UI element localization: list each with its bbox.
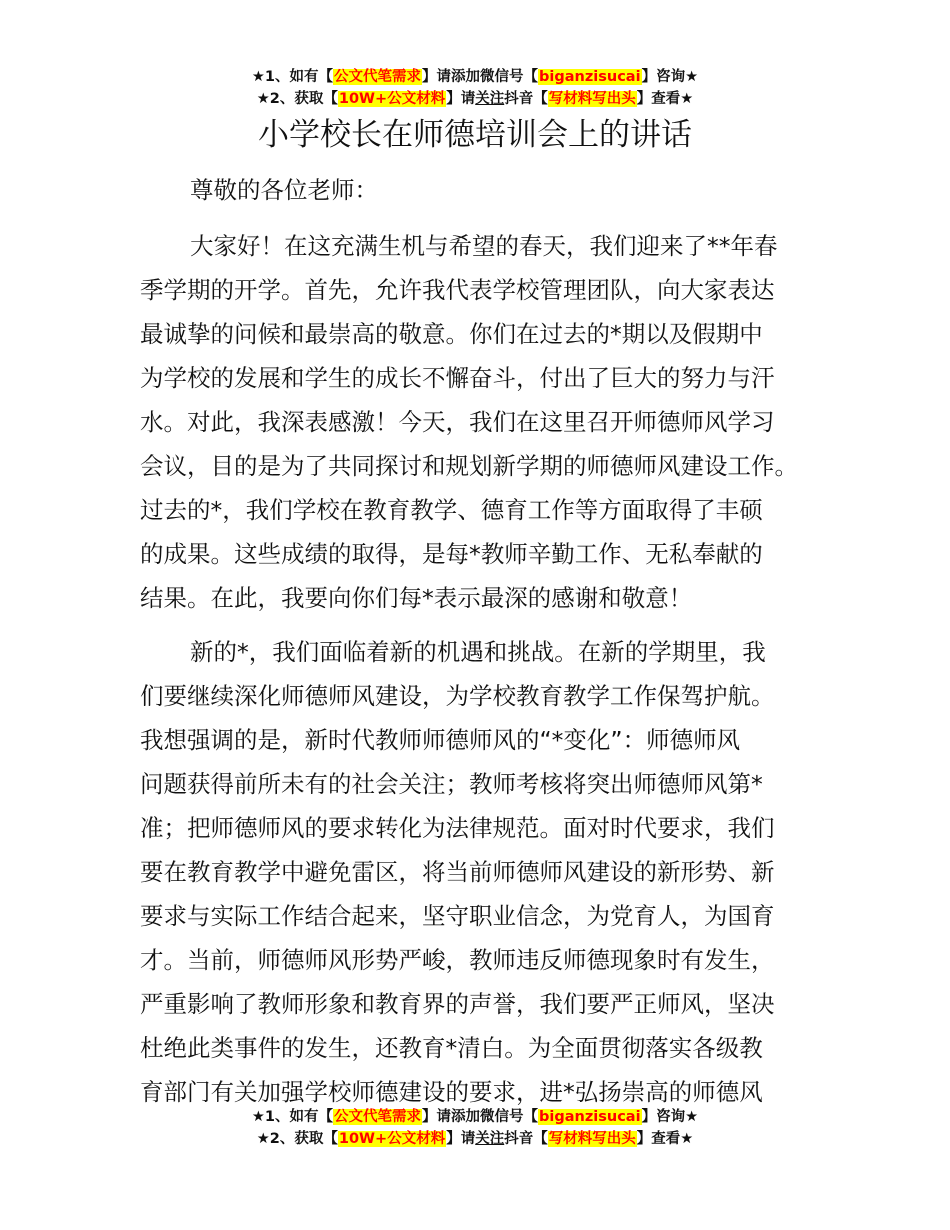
paragraph-line: 要求与实际工作结合起来，坚守职业信念，为党育人，为国育 xyxy=(140,902,775,930)
paragraph-line: 要在教育教学中避免雷区，将当前师德师风建设的新形势、新 xyxy=(140,858,775,886)
header-ad-line-1 xyxy=(0,66,950,88)
footer-ad-highlight-materials: 10W+公文材料 xyxy=(338,1131,446,1147)
header-ad-line-2-prefix: ★2、获取【 xyxy=(256,91,338,107)
footer-ad-line-2-suffix: 】查看★ xyxy=(636,1131,694,1147)
header-ad-highlight-wechat-id: biganzisucai xyxy=(539,69,641,85)
paragraph-line: 杜绝此类事件的发生，还教育*清白。为全面贯彻落实各级教 xyxy=(140,1034,763,1062)
document-body xyxy=(140,168,815,1124)
salutation: 尊敬的各位老师： xyxy=(190,176,378,204)
footer-ad-highlight-douyin: 写材料写出头 xyxy=(548,1131,636,1147)
paragraph-1 xyxy=(140,224,815,620)
footer-ad-line-2-prefix: ★2、获取【 xyxy=(256,1131,338,1147)
header-ad-highlight-douyin: 写材料写出头 xyxy=(548,91,636,107)
footer-ad-highlight-service: 公文代笔需求 xyxy=(334,1109,422,1125)
paragraph-line: 季学期的开学。首先，允许我代表学校管理团队，向大家表达 xyxy=(140,276,775,304)
paragraph-line: 为学校的发展和学生的成长不懈奋斗，付出了巨大的努力与汗 xyxy=(140,364,775,392)
header-ad-line-2-mid-b: 抖音【 xyxy=(504,91,548,107)
footer-ad xyxy=(0,1106,950,1150)
footer-ad-line-2-follow: 关注 xyxy=(475,1131,505,1147)
paragraph-line: 水。对此，我深表感激！今天，我们在这里召开师德师风学习 xyxy=(140,408,775,436)
footer-ad-highlight-wechat-id: biganzisucai xyxy=(539,1109,641,1125)
footer-ad-line-2-mid-b: 抖音【 xyxy=(504,1131,548,1147)
paragraph-line: 大家好！在这充满生机与希望的春天，我们迎来了**年春 xyxy=(190,232,778,260)
paragraph-line: 们要继续深化师德师风建设，为学校教育教学工作保驾护航。 xyxy=(140,682,775,710)
paragraph-line: 才。当前，师德师风形势严峻，教师违反师德现象时有发生， xyxy=(140,946,775,974)
header-ad xyxy=(0,66,950,110)
header-ad-line-1-prefix: ★1、如有【 xyxy=(251,69,334,85)
document-title: 小学校长在师德培训会上的讲话 xyxy=(258,117,692,153)
footer-ad-line-1-mid: 】请添加微信号【 xyxy=(422,1109,539,1125)
footer-ad-line-1-prefix: ★1、如有【 xyxy=(251,1109,334,1125)
header-ad-highlight-service: 公文代笔需求 xyxy=(334,69,422,85)
paragraph-line: 结果。在此，我要向你们每*表示最深的感谢和敬意！ xyxy=(140,584,693,612)
paragraph-line: 问题获得前所未有的社会关注；教师考核将突出师德师风第* xyxy=(140,770,763,798)
paragraph-2 xyxy=(140,630,815,1114)
paragraph-line: 育部门有关加强学校师德建设的要求，进*弘扬崇高的师德风 xyxy=(140,1078,763,1106)
footer-ad-line-1 xyxy=(0,1106,950,1128)
paragraph-line: 会议，目的是为了共同探讨和规划新学期的师德师风建设工作。 xyxy=(140,452,798,480)
footer-ad-line-2 xyxy=(0,1128,950,1150)
header-ad-line-1-mid: 】请添加微信号【 xyxy=(422,69,539,85)
paragraph-line: 最诚挚的问候和最崇高的敬意。你们在过去的*期以及假期中 xyxy=(140,320,763,348)
header-ad-line-2 xyxy=(0,88,950,110)
paragraph-line: 的成果。这些成绩的取得，是每*教师辛勤工作、无私奉献的 xyxy=(140,540,763,568)
footer-ad-line-2-mid-a: 】请 xyxy=(446,1131,476,1147)
header-ad-line-2-suffix: 】查看★ xyxy=(636,91,694,107)
paragraph-line: 过去的*，我们学校在教育教学、德育工作等方面取得了丰硕 xyxy=(140,496,763,524)
header-ad-line-2-follow: 关注 xyxy=(475,91,505,107)
header-ad-line-2-mid-a: 】请 xyxy=(446,91,476,107)
header-ad-highlight-materials: 10W+公文材料 xyxy=(338,91,446,107)
paragraph-line: 新的*，我们面临着新的机遇和挑战。在新的学期里，我 xyxy=(190,638,766,666)
footer-ad-line-1-suffix: 】咨询★ xyxy=(641,1109,699,1125)
header-ad-line-1-suffix: 】咨询★ xyxy=(641,69,699,85)
paragraph-line: 准；把师德师风的要求转化为法律规范。面对时代要求，我们 xyxy=(140,814,775,842)
paragraph-line: 我想强调的是，新时代教师师德师风的“*变化”：师德师风 xyxy=(140,726,741,754)
paragraph-line: 严重影响了教师形象和教育界的声誉，我们要严正师风，坚决 xyxy=(140,990,775,1018)
